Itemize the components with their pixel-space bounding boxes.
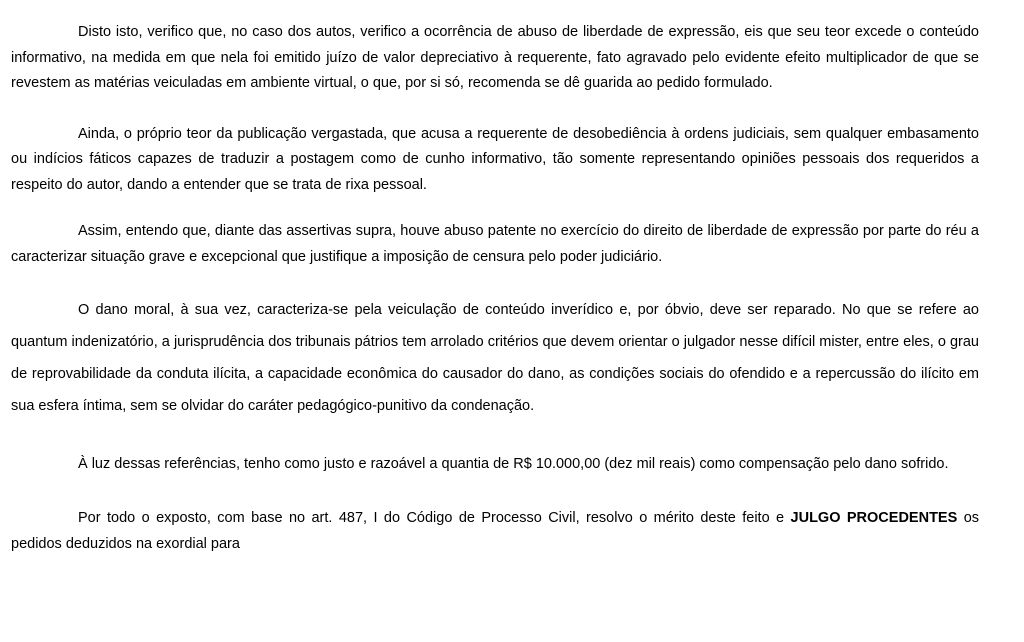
paragraph-3: Assim, entendo que, diante das assertivas supra, houve abuso patente no exercício do direito de liberdade de expressão por parte do réu a caracterizar situação grave e excepcional que justifique a imposição de censura pelo poder judiciário. (11, 223, 979, 265)
paragraph-6-after: os pedidos deduzidos na exordial para (11, 510, 980, 552)
paragraph-4: O dano moral, à sua vez, caracteriza-se pela veiculação de conteúdo inverídico e, por óbvio, deve ser reparado. No que se refere ao quantum indenizatório, a jurisprudência dos tribunais pátrios tem arrolado critérios que devem orientar o julgador nesse difícil mister, entre eles, o grau de reprovabilidade da conduta ilícita, a capacidade econômica do causador do dano, as condições sociais do ofendido e a repercussão do ilícito em sua esfera íntima, sem se olvidar do caráter pedagógico-punitivo da condenação. (11, 302, 979, 414)
paragraph-5: À luz dessas referências, tenho como justo e razoável a quantia de R$ 10.000,00 (dez mil reais) como compensação pelo dano sofrido. (78, 456, 949, 472)
judgment-emphasis: JULGO PROCEDENTES (790, 510, 958, 526)
paragraph-2: Ainda, o próprio teor da publicação vergastada, que acusa a requerente de desobediência à ordens judiciais, sem qualquer embasamento ou indícios fáticos capazes de traduzir a postagem como de cunho informativo, tão somente representando opiniões pessoais dos requeridos a respeito do autor, dando a entender que se trata de rixa pessoal. (11, 125, 979, 193)
paragraph-1: Disto isto, verifico que, no caso dos autos, verifico a ocorrência de abuso de liberdade de expressão, eis que seu teor excede o conteúdo informativo, na medida em que nela foi emitido juízo de valor depreciativo à requerente, fato agravado pelo evidente efeito multiplicador de que se revestem as matérias veiculadas em ambiente virtual, o que, por si só, recomenda se dê guarida ao pedido formulado. (11, 24, 979, 91)
document-page (11, 20, 979, 557)
paragraph-6-before: Por todo o exposto, com base no art. 487, I do Código de Processo Civil, resolvo o mérito deste feito e (78, 510, 791, 526)
paragraph-6 (11, 506, 979, 557)
